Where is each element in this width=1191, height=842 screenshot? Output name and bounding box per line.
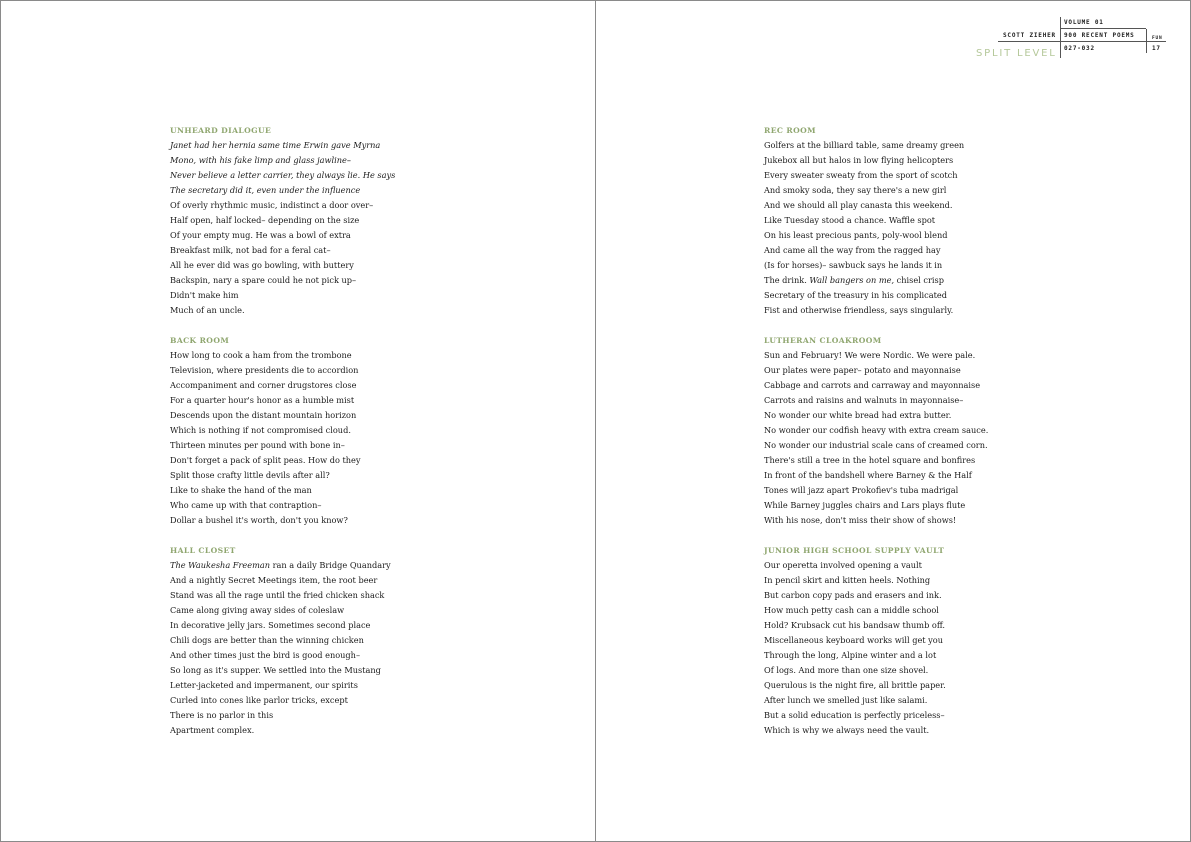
- header-brand: SPLIT LEVEL: [976, 48, 1057, 59]
- right-page: [596, 0, 1191, 842]
- poem-line: In front of the bandshell where Barney & the Half: [764, 470, 972, 480]
- header-volume: VOLUME 01: [1064, 19, 1104, 26]
- poem-line-segment: chisel crisp: [894, 275, 944, 285]
- poem-line: In decorative jelly jars. Sometimes second place: [170, 620, 371, 630]
- poem-line: Tones will jazz apart Prokofiev's tuba madrigal: [764, 485, 959, 495]
- poem-line: Don't forget a pack of split peas. How do they: [170, 455, 361, 465]
- poem-line: Dollar a bushel it's worth, don't you know?: [170, 515, 348, 525]
- poem-line: For a quarter hour's honor as a humble mist: [170, 395, 355, 405]
- poem-line: Mono, with his fake limp and glass jawline–: [170, 155, 351, 165]
- poem-line: How long to cook a ham from the trombone: [170, 350, 352, 360]
- poem-line: Like to shake the hand of the man: [170, 485, 312, 495]
- poem-line: Accompaniment and corner drugstores close: [170, 380, 357, 390]
- left-column: [170, 123, 530, 753]
- poem-line: The secretary did it, even under the influence: [170, 185, 361, 195]
- poem-line: Of your empty mug. He was a bowl of extra: [170, 230, 351, 240]
- poem-line: Television, where presidents die to accordion: [170, 365, 359, 375]
- poem-line: Stand was all the rage until the fried chicken shack: [170, 590, 385, 600]
- poem-line-segment: The Waukesha Freeman: [170, 560, 271, 570]
- poem-line: Descends upon the distant mountain horizon: [170, 410, 357, 420]
- poem-line: Which is why we always need the vault.: [764, 725, 930, 735]
- poem-line: How much petty cash can a middle school: [764, 605, 939, 615]
- poem-line: Thirteen minutes per pound with bone in–: [170, 440, 345, 450]
- poem-line: Jukebox all but halos in low flying helicopters: [764, 155, 954, 165]
- poem-line: Our plates were paper– potato and mayonnaise: [764, 365, 961, 375]
- poem-line: No wonder our white bread had extra butter.: [764, 410, 952, 420]
- poem-line: (Is for horses)– sawbuck says he lands it in: [764, 260, 943, 270]
- poem-hall-closet: [170, 543, 530, 738]
- poem-line: After lunch we smelled just like salami.: [764, 695, 928, 705]
- header-rule: [998, 41, 1166, 42]
- poem-line: Janet had her hernia same time Erwin gave Myrna: [170, 140, 381, 150]
- poem-line: All he ever did was go bowling, with buttery: [170, 260, 354, 270]
- poem-line: But carbon copy pads and erasers and ink.: [764, 590, 942, 600]
- poem-line: And smoky soda, they say there's a new girl: [764, 185, 947, 195]
- header-page-number: 17: [1152, 45, 1161, 52]
- poem-line: Like Tuesday stood a chance. Waffle spot: [764, 215, 936, 225]
- header-collection: 900 RECENT POEMS: [1064, 32, 1135, 39]
- poem-line: No wonder our codfish heavy with extra cream sauce.: [764, 425, 989, 435]
- poem-line: Backspin, nary a spare could he not pick up–: [170, 275, 357, 285]
- poem-line: Secretary of the treasury in his complicated: [764, 290, 948, 300]
- poem-rec-room: [764, 123, 1124, 318]
- running-header: [976, 17, 1176, 62]
- poem-line: There's still a tree in the hotel square and bonfires: [764, 455, 976, 465]
- poem-line-segment: The drink.: [764, 275, 810, 285]
- poem-line: Hold? Krubsack cut his bandsaw thumb off.: [764, 620, 945, 630]
- poem-line: Golfers at the billiard table, same dreamy green: [764, 140, 965, 150]
- poem-title: REC ROOM: [764, 126, 816, 135]
- left-page: [0, 0, 595, 842]
- poem-unheard-dialogue: [170, 123, 530, 318]
- poem-title: UNHEARD DIALOGUE: [170, 126, 272, 135]
- poem-line: So long as it's supper. We settled into the Mustang: [170, 665, 381, 675]
- poem-line: No wonder our industrial scale cans of creamed corn.: [764, 440, 988, 450]
- poem-line: Came along giving away sides of coleslaw: [170, 605, 345, 615]
- poem-line: But a solid education is perfectly priceless–: [764, 710, 945, 720]
- poem-line: Split those crafty little devils after all?: [170, 470, 330, 480]
- poem-line: Of logs. And more than one size shovel.: [764, 665, 929, 675]
- right-column: [764, 123, 1124, 753]
- poem-line: And other times just the bird is good enough–: [170, 650, 361, 660]
- header-range: 027-032: [1064, 45, 1095, 52]
- poem-line: [764, 273, 1124, 288]
- poem-line: In pencil skirt and kitten heels. Nothing: [764, 575, 931, 585]
- poem-line: Cabbage and carrots and carraway and mayonnaise: [764, 380, 981, 390]
- header-tag: FUN: [1152, 36, 1163, 41]
- poem-line: On his least precious pants, poly-wool blend: [764, 230, 948, 240]
- poem-line: Carrots and raisins and walnuts in mayonnaise–: [764, 395, 964, 405]
- poem-line: And we should all play canasta this weekend.: [764, 200, 953, 210]
- poem-line: Sun and February! We were Nordic. We were pale.: [764, 350, 976, 360]
- poem-back-room: [170, 333, 530, 528]
- poem-line-segment: Wall bangers on me,: [809, 275, 895, 285]
- poem-lutheran-cloakroom: [764, 333, 1124, 528]
- poem-line: Through the long, Alpine winter and a lot: [764, 650, 937, 660]
- poem-line: Half open, half locked– depending on the size: [170, 215, 360, 225]
- poem-line: Who came up with that contraption–: [170, 500, 322, 510]
- poem-line: Letter-jacketed and impermanent, our spirits: [170, 680, 358, 690]
- poem-line: Chili dogs are better than the winning chicken: [170, 635, 364, 645]
- poem-line: While Barney juggles chairs and Lars plays flute: [764, 500, 966, 510]
- poem-line: Which is nothing if not compromised cloud.: [170, 425, 351, 435]
- poem-line: [170, 558, 530, 573]
- poem-line: Curled into cones like parlor tricks, except: [170, 695, 348, 705]
- poem-line: Miscellaneous keyboard works will get you: [764, 635, 944, 645]
- poem-junior-high-school-supply-vault: [764, 543, 1124, 738]
- poem-line: Apartment complex.: [170, 725, 255, 735]
- poem-title: BACK ROOM: [170, 336, 230, 345]
- poem-line: Didn't make him: [170, 290, 239, 300]
- header-rule: [1060, 17, 1061, 58]
- poem-line: Our operetta involved opening a vault: [764, 560, 922, 570]
- poem-line: And a nightly Secret Meetings item, the root beer: [170, 575, 378, 585]
- poem-line: There is no parlor in this: [170, 710, 274, 720]
- poem-line: And came all the way from the ragged hay: [764, 245, 941, 255]
- poem-line-segment: ran a daily Bridge Quandary: [270, 560, 391, 570]
- poem-title: HALL CLOSET: [170, 546, 236, 555]
- poem-title: LUTHERAN CLOAKROOM: [764, 336, 882, 345]
- poem-title: JUNIOR HIGH SCHOOL SUPPLY VAULT: [764, 546, 945, 555]
- poem-line: Much of an uncle.: [170, 305, 245, 315]
- poem-line: Querulous is the night fire, all brittle paper.: [764, 680, 946, 690]
- poem-line: Every sweater sweaty from the sport of scotch: [764, 170, 958, 180]
- header-author: SCOTT ZIEHER: [1003, 32, 1056, 39]
- poem-line: Fist and otherwise friendless, says singularly.: [764, 305, 954, 315]
- poem-line: Breakfast milk, not bad for a feral cat–: [170, 245, 331, 255]
- poem-line: Never believe a letter carrier, they always lie. He says: [170, 170, 396, 180]
- header-rule: [1060, 28, 1146, 29]
- poem-line: With his nose, don't miss their show of shows!: [764, 515, 957, 525]
- poem-line: Of overly rhythmic music, indistinct a door over–: [170, 200, 374, 210]
